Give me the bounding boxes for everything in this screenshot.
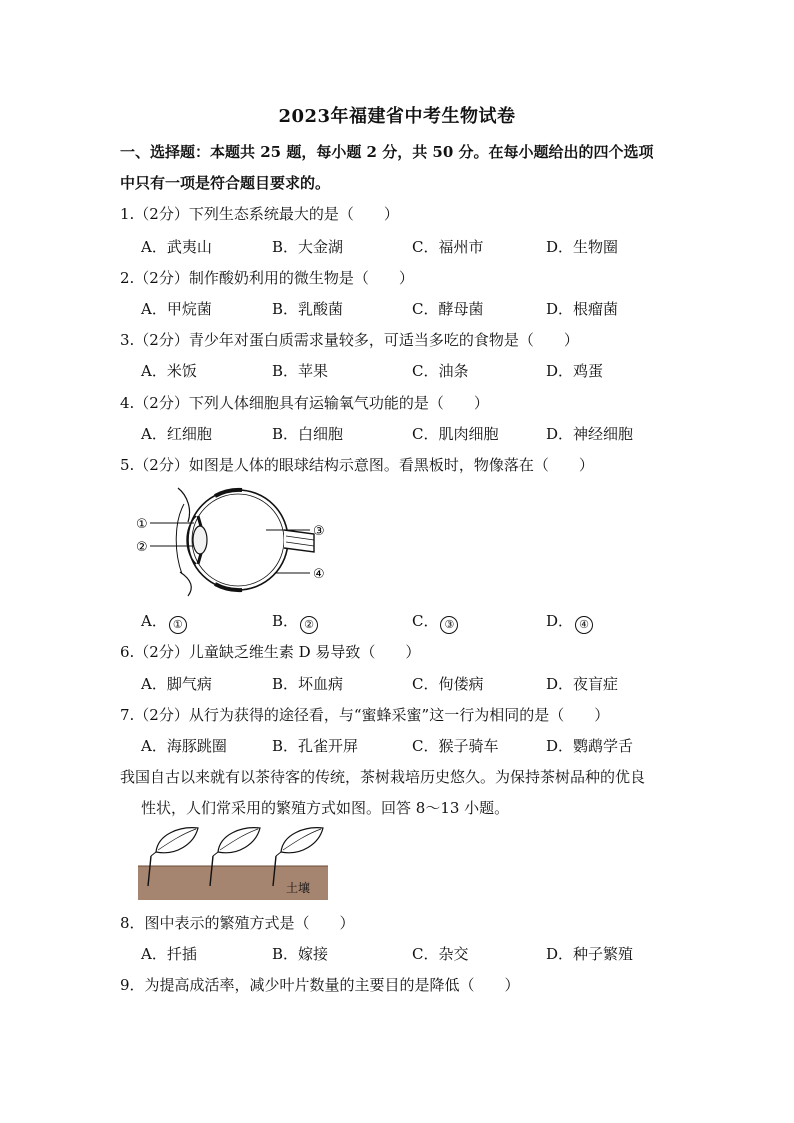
question-6-stem: 6.（2分）儿童缺乏维生素 D 易导致（ ） [120, 643, 421, 661]
question-4-option-a: A．红细胞 [141, 425, 212, 443]
eyelid-inner-curve [176, 504, 184, 574]
eye-label-3: ③ [313, 524, 325, 539]
passage-line2: 性状，人们常采用的繁殖方式如图。回答 8～13 小题。 [141, 799, 510, 817]
question-2-option-a: A．甲烷菌 [141, 300, 212, 318]
lower-eyelid [180, 572, 191, 596]
question-6-option-d: D．夜盲症 [546, 675, 619, 693]
cutting-leaf-2 [218, 828, 260, 853]
question-4-option-d: D．神经细胞 [546, 425, 634, 443]
eye-label-4: ④ [313, 567, 325, 582]
question-3-stem: 3.（2分）青少年对蛋白质需求量较多，可适当多吃的食物是（ ） [120, 331, 579, 349]
question-8-stem: 8．图中表示的繁殖方式是（ ） [120, 914, 355, 932]
question-2-stem: 2.（2分）制作酸奶利用的微生物是（ ） [120, 269, 414, 287]
cutting-leaf-3 [281, 828, 323, 853]
question-5-option-c: C． ③ [412, 610, 458, 634]
question-7-stem: 7.（2分）从行为获得的途径看，与“蜜蜂采蜜”这一行为相同的是（ ） [120, 706, 610, 724]
question-1-option-d: D．生物圈 [546, 238, 619, 256]
option-mark-1: ① [169, 616, 187, 634]
question-7-option-b: B．孔雀开屏 [272, 737, 359, 755]
question-8-option-b: B．嫁接 [272, 945, 329, 963]
question-7-option-c: C．猴子骑车 [412, 737, 499, 755]
question-3-option-d: D．鸡蛋 [546, 362, 604, 380]
option-mark-3: ③ [440, 616, 458, 634]
question-2-option-c: C．酵母菌 [412, 300, 484, 318]
eye-label-1: ① [136, 517, 148, 532]
question-3-option-c: C．油条 [412, 362, 469, 380]
question-4-option-b: B．白细胞 [272, 425, 344, 443]
question-2-option-b: B．乳酸菌 [272, 300, 344, 318]
cutting-leaf-1 [156, 828, 198, 853]
lens [193, 526, 207, 554]
cutting-petiole-2 [213, 852, 218, 856]
question-7-option-a: A．海豚跳圈 [141, 737, 227, 755]
question-7-option-d: D．鹦鹉学舌 [546, 737, 634, 755]
page-title: 2023年福建省中考生物试卷 [278, 106, 516, 127]
question-8-option-a: A．扦插 [141, 945, 197, 963]
question-3-option-a: A．米饭 [141, 362, 197, 380]
question-6-option-b: B．坏血病 [272, 675, 344, 693]
question-5-stem: 5.（2分）如图是人体的眼球结构示意图。看黑板时，物像落在（ ） [120, 456, 594, 474]
soil-label: 土壤 [286, 881, 311, 895]
passage-line1: 我国自古以来就有以茶待客的传统，茶树栽培历史悠久。为保持茶树品种的优良 [120, 768, 646, 786]
cutting-propagation-diagram [136, 822, 332, 904]
cutting-petiole-3 [276, 852, 281, 856]
question-5-option-a: A． ① [141, 610, 187, 634]
question-1-option-c: C．福州市 [412, 238, 484, 256]
eye-label-2: ② [136, 540, 148, 555]
option-mark-4: ④ [575, 616, 593, 634]
question-2-option-d: D．根瘤菌 [546, 300, 619, 318]
question-1-stem: 1.（2分）下列生态系统最大的是（ ） [120, 205, 399, 223]
question-8-option-d: D．种子繁殖 [546, 945, 634, 963]
optic-nerve [284, 530, 314, 552]
question-4-stem: 4.（2分）下列人体细胞具有运输氧气功能的是（ ） [120, 394, 489, 412]
question-5-option-b: B． ② [272, 610, 318, 634]
option-mark-2: ② [300, 616, 318, 634]
question-3-option-b: B．苹果 [272, 362, 329, 380]
question-6-option-c: C．佝偻病 [412, 675, 484, 693]
eye-structure-diagram [130, 482, 340, 600]
section-heading-line2: 中只有一项是符合题目要求的。 [120, 174, 331, 192]
question-9-stem: 9．为提高成活率，减少叶片数量的主要目的是降低（ ） [120, 976, 520, 994]
cutting-petiole-1 [151, 852, 156, 856]
question-6-option-a: A．脚气病 [141, 675, 212, 693]
question-4-option-c: C．肌肉细胞 [412, 425, 499, 443]
question-1-option-b: B．大金湖 [272, 238, 344, 256]
section-heading-line1: 一、选择题：本题共 25 题，每小题 2 分，共 50 分。在每小题给出的四个选项 [120, 143, 654, 161]
question-8-option-c: C．杂交 [412, 945, 469, 963]
question-5-option-d: D． ④ [546, 610, 593, 634]
question-1-option-a: A．武夷山 [141, 238, 212, 256]
